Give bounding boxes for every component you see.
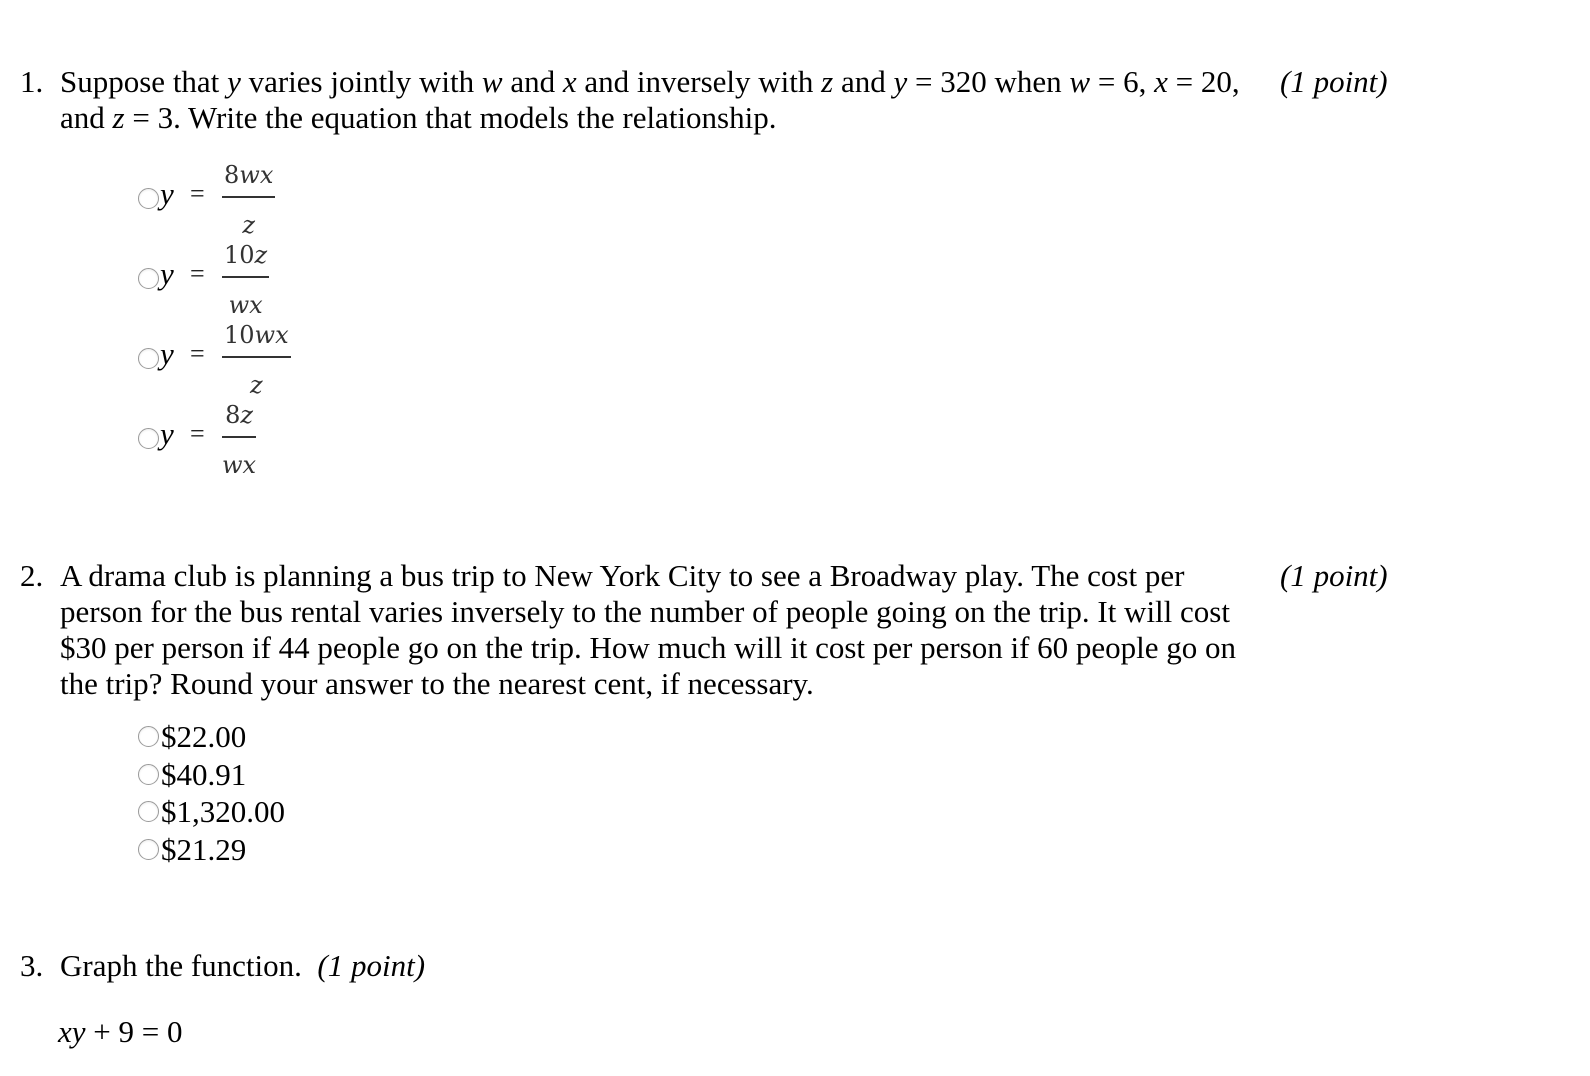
equals-sign: = (190, 259, 205, 288)
variable: y (227, 64, 241, 99)
equation-variables: xy (58, 1014, 86, 1049)
question-2-line: person for the bus rental varies inversely to the number of people going on the trip. It will cost (60, 594, 1230, 629)
question-1 (20, 64, 1420, 144)
radio-button[interactable] (138, 801, 159, 822)
text-run: = 320 when (907, 64, 1070, 99)
fraction-bar (222, 436, 256, 438)
option-label: $40.91 (161, 756, 247, 792)
variable: z (821, 64, 834, 99)
question-2-option-a[interactable] (138, 718, 285, 756)
fraction-bar (222, 356, 291, 358)
question-2-text (60, 558, 1270, 702)
question-2-number: 2. (20, 558, 44, 593)
fraction-numerator (223, 400, 255, 430)
variable: x (562, 64, 577, 99)
option-label: $22.00 (161, 719, 247, 754)
coefficient: 8 (224, 161, 240, 189)
question-1-number: 1. (20, 64, 44, 99)
text-run: = 6, (1090, 64, 1155, 99)
question-2-line: $30 per person if 44 people go on the trip. How much will it cost per person if 60 people go on (60, 630, 1237, 665)
fraction-numerator (222, 320, 291, 350)
equals-sign: = (190, 419, 205, 448)
question-3 (20, 948, 620, 988)
question-2-points: (1 point) (1280, 558, 1388, 593)
question-1-option-a[interactable] (138, 160, 398, 240)
option-lhs: y (160, 256, 174, 291)
question-1-text (60, 64, 1290, 136)
radio-button[interactable] (138, 726, 159, 747)
radio-button[interactable] (138, 764, 159, 785)
equals-sign: = (190, 339, 205, 368)
question-1-option-d[interactable] (138, 400, 398, 480)
question-3-prompt: Graph the function. (60, 948, 302, 983)
question-2-line: the trip? Round your answer to the nearest cent, if necessary. (60, 666, 814, 701)
variable: y (893, 64, 908, 99)
fraction (222, 160, 275, 240)
question-3-text (60, 948, 425, 984)
fraction-bar (222, 276, 269, 278)
radio-button[interactable] (138, 428, 159, 449)
text-run: Suppose that (60, 64, 228, 99)
variable: w (481, 64, 503, 99)
coefficient: 8 (225, 401, 241, 429)
equation-rest: + 9 = 0 (85, 1014, 183, 1049)
question-2-options (138, 718, 285, 868)
fraction-denominator: wx (228, 291, 263, 319)
variable: w (1069, 64, 1091, 99)
fraction-denominator: z (249, 371, 263, 399)
numerator-variables: z (254, 241, 268, 269)
radio-button[interactable] (138, 268, 159, 289)
numerator-variables: wx (239, 161, 274, 189)
question-2-option-d[interactable] (138, 831, 285, 869)
question-2-option-b[interactable] (138, 756, 285, 794)
option-lhs: y (160, 416, 174, 451)
fraction-bar (222, 196, 275, 198)
question-1-line-1 (60, 64, 1290, 100)
option-label: $1,320.00 (161, 794, 285, 829)
numerator-variables: wx (254, 321, 289, 349)
text-run: and (502, 64, 563, 99)
variable: x (1154, 64, 1168, 99)
text-run: and (60, 100, 113, 135)
variable: z (112, 100, 125, 135)
fraction (222, 400, 256, 480)
fraction-denominator: z (242, 211, 255, 239)
question-1-option-b[interactable] (138, 240, 398, 320)
radio-button[interactable] (138, 348, 159, 369)
option-lhs: y (160, 176, 174, 211)
question-3-points: (1 point) (317, 948, 426, 983)
equals-sign: = (190, 179, 205, 208)
text-run: and (833, 64, 894, 99)
question-1-option-c[interactable] (138, 320, 398, 400)
fraction-numerator (222, 240, 269, 270)
fraction-denominator: wx (222, 451, 257, 479)
text-run: varies jointly with (240, 64, 482, 99)
text-run: and inversely with (576, 64, 822, 99)
question-2-line: A drama club is planning a bus trip to New York City to see a Broadway play. The cost per (60, 558, 1185, 593)
question-2-option-c[interactable] (138, 793, 285, 831)
fraction (222, 320, 291, 400)
text-run: = 3. Write the equation that models the relationship. (124, 100, 777, 135)
text-run: = 20, (1167, 64, 1240, 99)
option-label: $21.29 (161, 831, 247, 867)
coefficient: 10 (224, 321, 255, 349)
radio-button[interactable] (138, 188, 159, 209)
coefficient: 10 (224, 241, 255, 269)
question-1-points: (1 point) (1280, 64, 1388, 99)
fraction (222, 240, 269, 320)
radio-button[interactable] (138, 839, 159, 860)
question-1-line-2 (60, 100, 1290, 136)
fraction-numerator (222, 160, 275, 190)
question-3-equation (58, 1014, 183, 1050)
option-lhs: y (160, 336, 174, 371)
numerator-variables: z (240, 401, 253, 429)
question-3-number: 3. (20, 948, 44, 983)
question-2 (20, 558, 1420, 718)
